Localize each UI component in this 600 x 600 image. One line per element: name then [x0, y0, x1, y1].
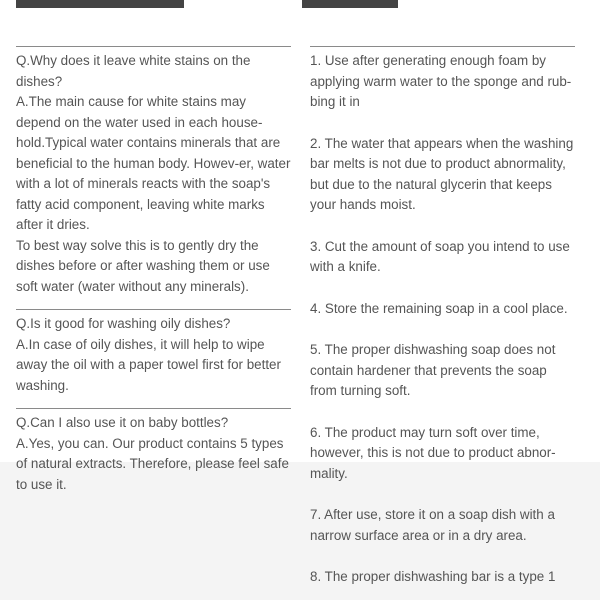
faq-answer: A.Yes, you can. Our product contains 5 types of natural extracts. Therefore, please feel safe to use it.	[16, 435, 289, 492]
instructions-header-bar	[302, 0, 398, 8]
faq-item	[16, 409, 291, 507]
instruction-item: 6. The product may turn soft over time, however, this is not due to product abnor-mality.	[310, 424, 556, 481]
faq-question: Q.Why does it leave white stains on the dishes?	[16, 53, 251, 89]
faq-column	[16, 46, 291, 507]
instruction-item: 3. Cut the amount of soap you intend to use with a knife.	[310, 238, 570, 274]
instruction-item: 5. The proper dishwashing soap does not contain hardener that prevents the soap from turning soft.	[310, 342, 556, 398]
instruction-item: 4. Store the remaining soap in a cool place.	[310, 300, 568, 316]
divider	[310, 46, 575, 47]
faq-answer: A.The main cause for white stains may depend on the water used in each house-hold.Typical water contains minerals that are beneficial to the human body. Howev-er, water with a lot of minerals reacts with the soap's fatty acid component, leaving white marks after it dries.	[16, 94, 291, 232]
faq-question: Q.Can I also use it on baby bottles?	[16, 415, 229, 430]
faq-question: Q.Is it good for washing oily dishes?	[16, 316, 231, 331]
faq-answer: A.In case of oily dishes, it will help to wipe away the oil with a paper towel first for better washing.	[16, 336, 281, 393]
faq-answer: To best way solve this is to gently dry the dishes before or after washing them or use soft water (water without any minerals).	[16, 237, 270, 294]
instructions-column	[310, 46, 575, 588]
faq-item	[16, 47, 291, 309]
faq-header-bar	[16, 0, 184, 8]
faq-item	[16, 310, 291, 408]
instruction-item: 1. Use after generating enough foam by applying warm water to the sponge and rub-bing it in	[310, 53, 572, 109]
instruction-item: 8. The proper dishwashing bar is a type 1	[310, 569, 556, 584]
instruction-item: 7. After use, store it on a soap dish with a narrow surface area or in a dry area.	[310, 507, 555, 543]
instruction-item: 2. The water that appears when the washing bar melts is not due to product abnormality, but due to the natural glycerin that keeps your hands moist.	[310, 135, 574, 212]
